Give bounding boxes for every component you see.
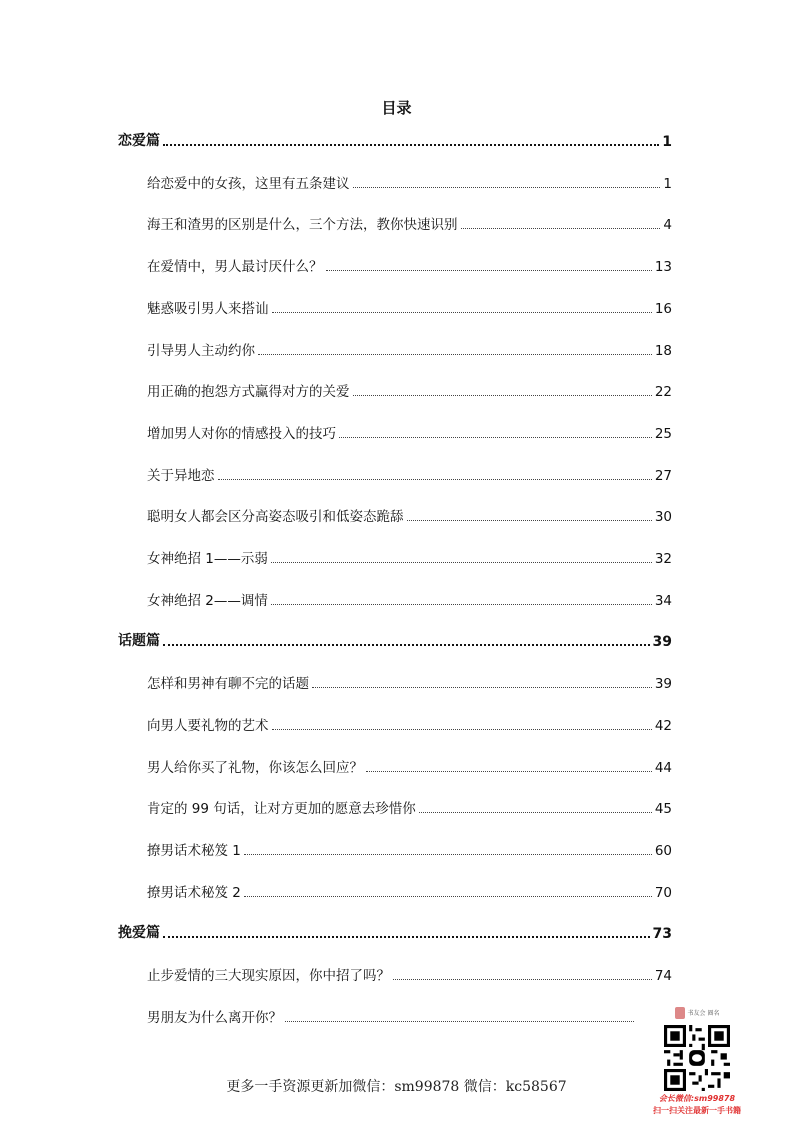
toc-label: 撩男话术秘笈 1: [147, 842, 241, 859]
toc-leader-dots: [244, 840, 652, 855]
toc-leader-dots: [312, 673, 652, 688]
toc-entry[interactable]: [147, 589, 672, 609]
toc-entry[interactable]: [147, 1006, 637, 1026]
qr-caption-wechat: 会长微信:sm99878: [658, 1094, 736, 1103]
toc-entry[interactable]: [147, 672, 672, 692]
toc-label: 女神绝招 1——示弱: [147, 551, 268, 567]
toc-label: 在爱情中，男人最讨厌什么？: [147, 259, 323, 276]
toc-leader-dots: [258, 340, 652, 355]
toc-leader-dots: [419, 798, 652, 813]
toc-leader-dots: [272, 298, 652, 313]
toc-page-number: 34: [654, 592, 672, 609]
toc-label: 增加男人对你的情感投入的技巧: [147, 425, 336, 442]
toc-label: 用正确的抱怨方式赢得对方的关爱: [147, 384, 350, 401]
qr-header-text: 书友会 圈名: [687, 1009, 720, 1017]
toc-entry[interactable]: [147, 797, 672, 817]
toc-leader-dots: [461, 214, 661, 229]
toc-leader-dots: [271, 548, 652, 563]
toc-label: 聪明女人都会区分高姿态吸引和低姿态跪舔: [147, 509, 404, 526]
toc-entry[interactable]: [147, 839, 672, 859]
toc-page-number: 70: [654, 884, 672, 901]
toc-label: 男朋友为什么离开你？: [147, 1009, 282, 1026]
toc-leader-dots: [353, 381, 652, 396]
toc-page-number: 60: [654, 842, 672, 859]
toc-page-number: 44: [654, 759, 672, 776]
toc-label: 止步爱情的三大现实原因，你中招了吗？: [147, 968, 390, 984]
toc-label: 男人给你买了礼物，你该怎么回应？: [147, 759, 363, 776]
toc-leader-dots: [407, 506, 652, 521]
toc-label: 恋爱篇: [118, 133, 160, 149]
toc-label: 挽爱篇: [118, 925, 160, 942]
toc-page-number: 16: [654, 300, 672, 317]
toc-page-number: 73: [652, 926, 672, 943]
toc-leader-dots: [285, 1007, 634, 1022]
toc-label: 关于异地恋: [147, 467, 215, 484]
toc-entry[interactable]: [147, 422, 672, 442]
toc-entry[interactable]: [147, 213, 672, 233]
page-title: 目录: [381, 99, 412, 117]
toc-entry[interactable]: [147, 297, 672, 317]
qr-caption-scan: 扫一扫关注最新一手书籍: [653, 1106, 741, 1115]
toc-section[interactable]: [118, 630, 672, 650]
toc-entry[interactable]: [147, 547, 672, 567]
toc-entry[interactable]: [147, 380, 672, 400]
toc-page-number: 39: [654, 676, 672, 693]
toc-leader-dots: [393, 965, 652, 980]
toc-page-number: 18: [654, 342, 672, 359]
toc-leader-dots: [163, 922, 650, 938]
toc-page-number: 1: [662, 134, 672, 150]
footer-contact: 更多一手资源更新加微信：sm99878 微信：kc58567: [226, 1079, 567, 1095]
toc-page-number: 22: [654, 384, 672, 401]
toc-leader-dots: [218, 465, 652, 480]
toc-entry[interactable]: [147, 464, 672, 484]
toc-leader-dots: [272, 715, 652, 730]
toc-entry[interactable]: [147, 964, 672, 984]
qr-badge: [638, 1003, 756, 1121]
toc-label: 海王和渣男的区别是什么，三个方法，教你快速识别: [147, 217, 458, 234]
toc-leader-dots: [326, 256, 652, 271]
toc-leader-dots: [366, 757, 652, 772]
toc-entry[interactable]: [147, 756, 672, 776]
toc-page-number: 27: [654, 467, 672, 484]
toc-label: 给恋爱中的女孩，这里有五条建议: [147, 175, 350, 192]
toc-entry[interactable]: [147, 714, 672, 734]
toc-leader-dots: [353, 173, 661, 188]
toc-page-number: 39: [652, 634, 672, 651]
toc-label: 话题篇: [118, 633, 160, 650]
toc-label: 怎样和男神有聊不完的话题: [147, 676, 309, 693]
toc-page-number: 13: [654, 259, 672, 276]
toc-leader-dots: [271, 590, 652, 605]
qr-code-icon[interactable]: [664, 1025, 730, 1091]
toc-entry[interactable]: [147, 339, 672, 359]
toc-leader-dots: [163, 630, 650, 646]
toc-page-number: 4: [663, 217, 672, 234]
toc-page-number: 32: [654, 551, 672, 567]
toc-leader-dots: [163, 130, 659, 146]
book-club-logo-icon: [675, 1007, 685, 1019]
toc-page-number: 74: [654, 968, 672, 984]
toc-label: 向男人要礼物的艺术: [147, 717, 269, 734]
toc-leader-dots: [244, 882, 652, 897]
toc-section[interactable]: [118, 922, 672, 942]
toc-page-number: 42: [654, 717, 672, 734]
toc-entry[interactable]: [147, 505, 672, 525]
toc-label: 魅惑吸引男人来搭讪: [147, 300, 269, 317]
toc-label: 肯定的 99 句话，让对方更加的愿意去珍惜你: [147, 801, 416, 818]
toc-page-number: 1: [663, 175, 672, 192]
toc-page-number: 45: [654, 801, 672, 818]
qr-header: [638, 1003, 756, 1023]
toc-page-number: 30: [654, 509, 672, 526]
toc-entry[interactable]: [147, 881, 672, 901]
toc-label: 引导男人主动约你: [147, 342, 255, 359]
toc-section[interactable]: [118, 130, 672, 150]
toc-label: 女神绝招 2——调情: [147, 592, 268, 609]
toc-page-number: 25: [654, 425, 672, 442]
toc-label: 撩男话术秘笈 2: [147, 884, 241, 901]
toc-entry[interactable]: [147, 172, 672, 192]
toc-leader-dots: [339, 423, 652, 438]
toc-entry[interactable]: [147, 255, 672, 275]
